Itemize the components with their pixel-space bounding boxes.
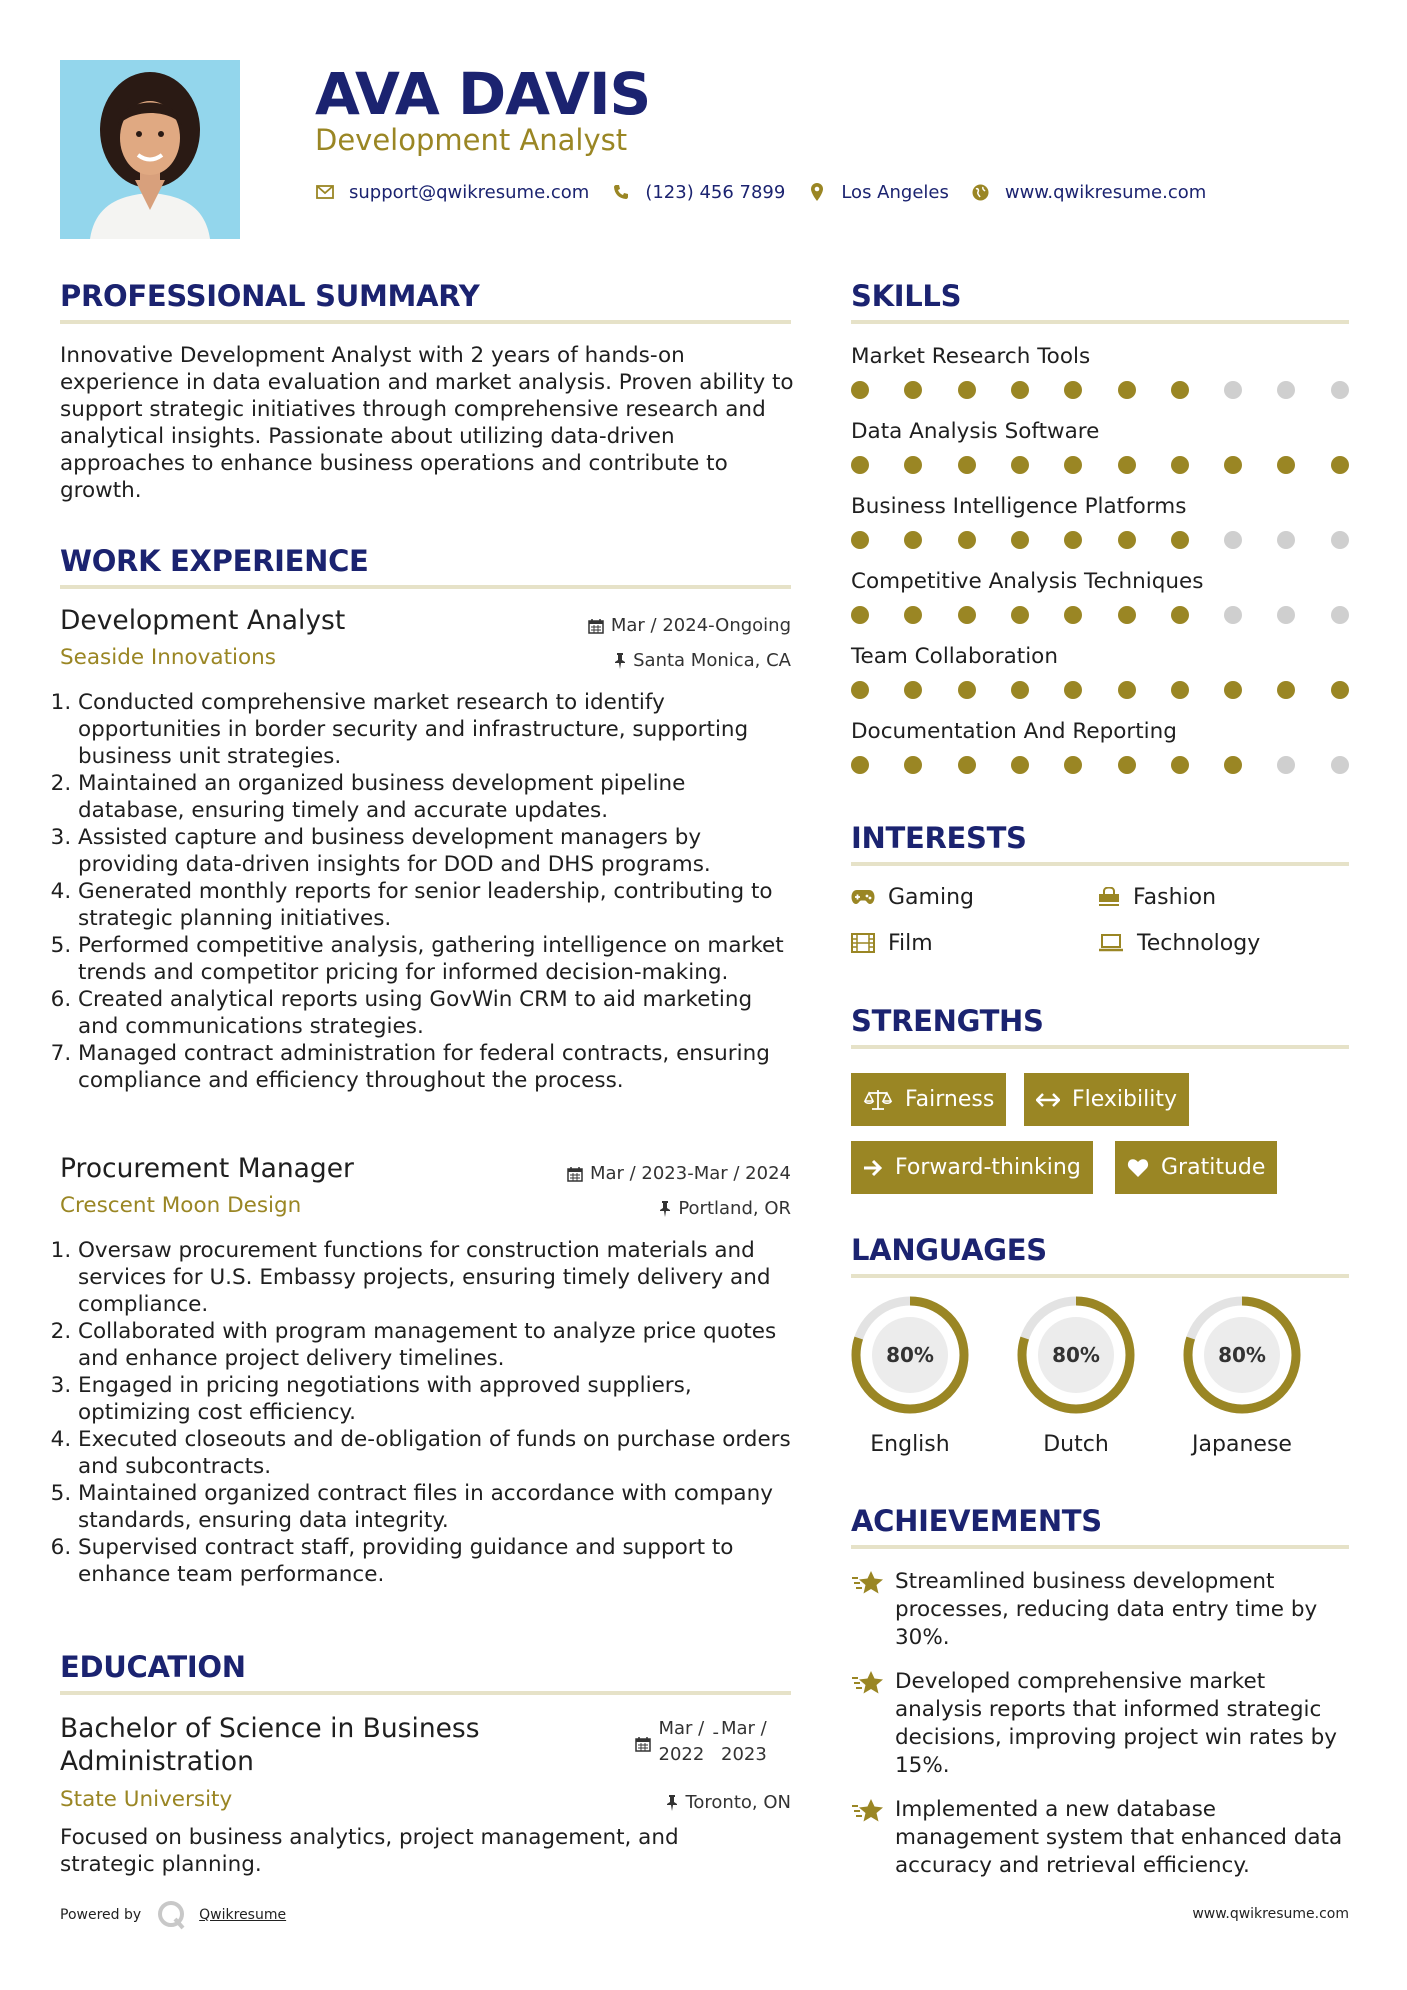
job-dates: [588, 615, 791, 636]
calendar-icon: [567, 1166, 583, 1182]
laptop-icon: [1098, 934, 1124, 952]
contact-phone[interactable]: (123) 456 7899: [645, 181, 786, 203]
job-entry-1: [60, 604, 791, 674]
strength-label: Forward-thinking: [895, 1155, 1081, 1180]
skill-dot-filled: [1224, 681, 1242, 699]
job-location-text: Santa Monica, CA: [633, 650, 791, 671]
skill-dot-empty: [1224, 606, 1242, 624]
skill-dot-filled: [904, 681, 922, 699]
job-title: Development Analyst: [60, 605, 346, 636]
language-ring: [1180, 1293, 1304, 1417]
interest-technology: [1098, 928, 1260, 958]
skill-dot-filled: [1171, 531, 1189, 549]
language-percent: 80%: [886, 1343, 934, 1367]
skill-dot-filled: [1118, 681, 1136, 699]
interests-heading: INTERESTS: [851, 821, 1027, 855]
job-location-text: Portland, OR: [678, 1198, 791, 1219]
strength-badge-fairness: [851, 1073, 1006, 1126]
skills-heading: SKILLS: [851, 279, 962, 313]
strength-label: Flexibility: [1072, 1087, 1177, 1112]
powered-by-label: Powered by: [60, 1907, 142, 1923]
skill-dot-filled: [904, 606, 922, 624]
skill-dot-filled: [1171, 681, 1189, 699]
phone-icon: [611, 182, 631, 202]
skill-name: Documentation And Reporting: [851, 719, 1177, 744]
footer-powered-by: [60, 1899, 286, 1931]
language-dutch: [1014, 1293, 1138, 1459]
candidate-name: AVA DAVIS: [315, 60, 651, 128]
interest-film: [851, 928, 933, 958]
achievements-heading: ACHIEVEMENTS: [851, 1504, 1102, 1538]
skill-dot-filled: [851, 681, 869, 699]
skill-name: Data Analysis Software: [851, 419, 1100, 444]
calendar-icon: [588, 618, 604, 634]
list-item: 4. Executed closeouts and de-obligation of funds on purchase orders and subcontracts.: [78, 1426, 795, 1480]
candidate-title: Development Analyst: [315, 123, 628, 157]
skill-dot-empty: [1331, 531, 1349, 549]
skill-rating: [851, 606, 1351, 626]
skill-dot-filled: [1064, 681, 1082, 699]
skill-dot-empty: [1331, 381, 1349, 399]
skill-dot-filled: [958, 381, 976, 399]
achievements-divider: [851, 1545, 1349, 1549]
arrow-right-icon: [863, 1159, 883, 1177]
skill-name: Business Intelligence Platforms: [851, 494, 1187, 519]
skill-rating: [851, 531, 1351, 551]
interests-divider: [851, 862, 1349, 866]
achievement-item: [851, 1668, 1351, 1780]
skill-dot-filled: [1011, 606, 1029, 624]
skill-dot-empty: [1277, 606, 1295, 624]
contact-email[interactable]: support@qwikresume.com: [349, 181, 590, 203]
skill-rating: [851, 381, 1351, 401]
skill-dot-filled: [1118, 456, 1136, 474]
list-item: 6. Created analytical reports using GovWin CRM to aid marketing and communications strategies.: [78, 986, 795, 1040]
skill-dot-filled: [904, 456, 922, 474]
skill-dot-filled: [1118, 531, 1136, 549]
qwikresume-logo-icon: [155, 1899, 189, 1931]
star-icon: [851, 1670, 885, 1696]
degree-name: Bachelor of Science in Business Administration: [60, 1713, 480, 1777]
skill-dot-filled: [958, 606, 976, 624]
education-description: Focused on business analytics, project management, and strategic planning.: [60, 1825, 679, 1877]
experience-divider: [60, 585, 791, 589]
skill-dot-filled: [958, 456, 976, 474]
skill-dot-empty: [1277, 381, 1295, 399]
strength-badge-forward-thinking: [851, 1141, 1093, 1194]
achievement-item: [851, 1568, 1351, 1652]
skill-dot-filled: [1011, 381, 1029, 399]
achievement-text: Implemented a new database management system that enhanced data accuracy and retrieval efficiency.: [895, 1797, 1343, 1878]
interest-label: Technology: [1137, 930, 1261, 956]
qwikresume-link[interactable]: Qwikresume: [199, 1907, 287, 1923]
strengths-heading: STRENGTHS: [851, 1004, 1044, 1038]
skill-dot-empty: [1224, 531, 1242, 549]
interest-label: Film: [888, 930, 933, 956]
skill-dot-filled: [1118, 756, 1136, 774]
skill-dot-filled: [1171, 456, 1189, 474]
skill-dot-filled: [904, 756, 922, 774]
job-dates-text: Mar / 2023-Mar / 2024: [589, 1163, 791, 1184]
skills-divider: [851, 320, 1349, 324]
pushpin-icon: [659, 1201, 671, 1217]
film-icon: [851, 933, 875, 953]
footer-website[interactable]: www.qwikresume.com: [1192, 1906, 1349, 1922]
skill-dot-filled: [1331, 681, 1349, 699]
school-name: State University: [60, 1787, 233, 1812]
list-item: 5. Performed competitive analysis, gathering intelligence on market trends and competitor pricing for informed decision-making.: [78, 932, 795, 986]
skill-dot-filled: [851, 456, 869, 474]
skill-name: Market Research Tools: [851, 344, 1091, 369]
skill-dot-filled: [851, 756, 869, 774]
balance-scale-icon: [863, 1089, 893, 1111]
education-heading: EDUCATION: [60, 1650, 246, 1684]
contact-location: Los Angeles: [841, 181, 949, 203]
language-english: [848, 1293, 972, 1459]
language-percent: 80%: [1218, 1343, 1266, 1367]
list-item: 7. Managed contract administration for federal contracts, ensuring compliance and efficiency throughout the process.: [78, 1040, 795, 1094]
pushpin-icon: [666, 1795, 678, 1811]
skill-dot-filled: [1118, 606, 1136, 624]
summary-divider: [60, 320, 791, 324]
achievement-item: [851, 1796, 1351, 1880]
skill-dot-empty: [1224, 381, 1242, 399]
skill-dot-filled: [1064, 531, 1082, 549]
education-date-end: Mar / 2023: [721, 1718, 767, 1765]
job-2-bullets: [60, 1237, 795, 1588]
experience-heading: WORK EXPERIENCE: [60, 544, 369, 578]
shopping-bag-icon: [1098, 887, 1120, 907]
education-date-separator: -: [712, 1722, 719, 1743]
contact-bar: [315, 178, 1228, 206]
achievement-text: Developed comprehensive market analysis reports that informed strategic decisions, improving project win rates by 15%.: [895, 1669, 1337, 1778]
strength-label: Fairness: [905, 1087, 995, 1112]
star-icon: [851, 1798, 885, 1824]
language-name: English: [870, 1432, 950, 1457]
calendar-icon: [635, 1736, 651, 1752]
skill-dot-filled: [851, 606, 869, 624]
list-item: 3. Engaged in pricing negotiations with approved suppliers, optimizing cost efficiency.: [78, 1372, 795, 1426]
skill-dot-empty: [1277, 756, 1295, 774]
language-percent: 80%: [1052, 1343, 1100, 1367]
education-location-text: Toronto, ON: [685, 1792, 791, 1813]
skill-rating: [851, 756, 1351, 776]
language-ring: [1014, 1293, 1138, 1417]
skill-dot-filled: [1118, 381, 1136, 399]
education-entry: [60, 1712, 791, 1832]
skill-dot-filled: [958, 756, 976, 774]
skill-dot-filled: [1011, 456, 1029, 474]
globe-icon: [971, 182, 991, 202]
list-item: 1. Oversaw procurement functions for construction materials and services for U.S. Embassy projects, ensuring timely delivery and compliance.: [78, 1237, 795, 1318]
company-name: Crescent Moon Design: [60, 1193, 302, 1218]
language-japanese: [1180, 1293, 1304, 1459]
skill-name: Team Collaboration: [851, 644, 1058, 669]
skill-dot-filled: [958, 531, 976, 549]
interest-label: Fashion: [1133, 884, 1217, 910]
language-name: Dutch: [1043, 1432, 1109, 1457]
education-dates: [635, 1716, 792, 1768]
job-entry-2: [60, 1152, 791, 1222]
list-item: 1. Conducted comprehensive market research to identify opportunities in border security and infrastructure, supporting business unit strategies.: [78, 689, 795, 770]
profile-photo: [60, 60, 240, 239]
skill-rating: [851, 681, 1351, 701]
skill-dot-filled: [851, 531, 869, 549]
achievement-text: Streamlined business development processes, reducing data entry time by 30%.: [895, 1569, 1318, 1650]
arrows-horizontal-icon: [1036, 1093, 1060, 1107]
skill-dot-filled: [1171, 381, 1189, 399]
skill-dot-filled: [1171, 756, 1189, 774]
skill-dot-filled: [1064, 381, 1082, 399]
languages-heading: LANGUAGES: [851, 1233, 1047, 1267]
skill-dot-filled: [851, 381, 869, 399]
skill-dot-filled: [904, 531, 922, 549]
skill-dot-filled: [1277, 456, 1295, 474]
interest-label: Gaming: [888, 884, 974, 910]
strengths-divider: [851, 1045, 1349, 1049]
skill-dot-filled: [1064, 606, 1082, 624]
skill-dot-filled: [1064, 456, 1082, 474]
skill-dot-empty: [1331, 606, 1349, 624]
star-icon: [851, 1570, 885, 1596]
languages-divider: [851, 1274, 1349, 1278]
skill-dot-filled: [1224, 756, 1242, 774]
skill-dot-filled: [1011, 531, 1029, 549]
skill-dot-filled: [904, 381, 922, 399]
map-marker-icon: [807, 182, 827, 202]
skill-dot-filled: [1331, 456, 1349, 474]
gamepad-icon: [851, 889, 875, 905]
language-ring: [848, 1293, 972, 1417]
job-title: Procurement Manager: [60, 1153, 354, 1184]
skill-name: Competitive Analysis Techniques: [851, 569, 1204, 594]
heart-icon: [1127, 1158, 1149, 1178]
interest-fashion: [1098, 882, 1216, 912]
strength-badge-gratitude: [1115, 1141, 1277, 1194]
envelope-icon: [315, 182, 335, 202]
skill-dot-filled: [1064, 756, 1082, 774]
skill-dot-filled: [1011, 681, 1029, 699]
list-item: 6. Supervised contract staff, providing guidance and support to enhance team performance.: [78, 1534, 795, 1588]
education-date-start: Mar / 2022: [658, 1718, 705, 1765]
education-location: [666, 1792, 791, 1813]
list-item: 3. Assisted capture and business development managers by providing data-driven insights for DOD and DHS programs.: [78, 824, 795, 878]
job-dates-text: Mar / 2024-Ongoing: [610, 615, 791, 636]
summary-heading: PROFESSIONAL SUMMARY: [60, 279, 480, 313]
strength-badge-flexibility: [1024, 1073, 1189, 1126]
job-location: [614, 650, 791, 671]
list-item: 5. Maintained organized contract files in accordance with company standards, ensuring data integrity.: [78, 1480, 795, 1534]
list-item: 2. Maintained an organized business development pipeline database, ensuring timely and accurate updates.: [78, 770, 795, 824]
company-name: Seaside Innovations: [60, 645, 276, 670]
skill-rating: [851, 456, 1351, 476]
strength-label: Gratitude: [1161, 1155, 1266, 1180]
education-divider: [60, 1691, 791, 1695]
summary-text: Innovative Development Analyst with 2 years of hands-on experience in data evaluation and market analysis. Proven ability to support strategic initiatives through comprehensive research and analytical insights. Passionate about utilizing data-driven approaches to enhance business operations and contribute to growth.: [60, 343, 794, 503]
skill-dot-filled: [958, 681, 976, 699]
skill-dot-filled: [1011, 756, 1029, 774]
interest-gaming: [851, 882, 974, 912]
skill-dot-filled: [1171, 606, 1189, 624]
language-name: Japanese: [1192, 1432, 1292, 1457]
job-dates: [567, 1163, 791, 1184]
list-item: 2. Collaborated with program management to analyze price quotes and enhance project delivery timelines.: [78, 1318, 795, 1372]
job-1-bullets: [60, 689, 795, 1094]
job-location: [659, 1198, 791, 1219]
list-item: 4. Generated monthly reports for senior leadership, contributing to strategic planning initiatives.: [78, 878, 795, 932]
skill-dot-empty: [1277, 531, 1295, 549]
skill-dot-filled: [1224, 456, 1242, 474]
skill-dot-empty: [1331, 756, 1349, 774]
contact-website[interactable]: www.qwikresume.com: [1004, 181, 1207, 203]
skill-dot-filled: [1277, 681, 1295, 699]
pushpin-icon: [614, 653, 626, 669]
